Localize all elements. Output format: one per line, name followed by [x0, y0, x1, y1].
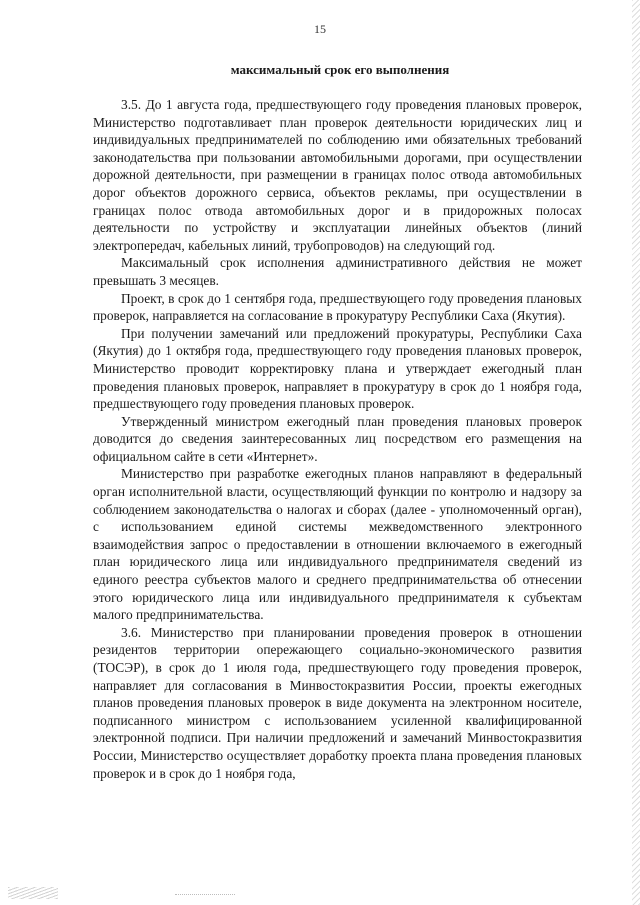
scan-artifact: [175, 894, 235, 895]
scan-edge-strip: [632, 0, 640, 905]
body-text: [93, 96, 582, 782]
paragraph: 3.5. До 1 августа года, предшествующего году проведения плановых проверок, Министерство подготавливает план проверок деятельности юридических лиц и индивидуальных предпринимателей по соблюдению ими обязательных требований законодательства при пользовании автомобильными дорогами, при осуществлении дорожной деятельности, при размещении в границах полос отвода автомобильных дорог объектов дорожного сервиса, объектов рекламы, при осуществлении в границах полос отвода автомобильных дорог и в придорожных полосах деятельности по устройству и эксплуатации линейных объектов (линий электропередач, кабельных линий, трубопроводов) на следующий год.: [93, 97, 582, 253]
paragraph: 3.6. Министерство при планировании проведения проверок в отношении резидентов территории опережающего социально-экономического развития (ТОСЭР), в срок до 1 июля года, предшествующего году проведения проверок, направляет для согласования в Минвостокразвития России, проекты ежегодных планов проведения плановых проверок в виде документа на электронном носителе, подписанного министром с использованием усиленной квалифицированной электронной подписи. При наличии предложений и замечаний Минвостокразвития России, Министерство осуществляет доработку проекта плана проведения плановых проверок и в срок до 1 ноября года,: [93, 624, 582, 781]
paragraph: Утвержденный министром ежегодный план проведения плановых проверок доводится до сведения заинтересованных лиц посредством его размещения на официальном сайте в сети «Интернет».: [93, 413, 582, 464]
paragraph: Проект, в срок до 1 сентября года, предшествующего году проведения плановых проверок, направляется на согласование в прокуратуру Республики Саха (Якутия).: [93, 290, 582, 324]
section-heading: максимальный срок его выполнения: [230, 62, 450, 77]
paragraph: Министерство при разработке ежегодных планов направляют в федеральный орган исполнительной власти, осуществляющий функции по контролю и надзору за соблюдением законодательства о налогах и сборах (далее - уполномоченный орган), с использованием единой системы межведомственного электронного взаимодействия запрос о предоставлении в отношении включаемого в ежегодный план юридического лица или индивидуального предпринимателя сведений из единого реестра субъектов малого и среднего предпринимательства об отнесении этого юридического лица или индивидуального предпринимателя к субъектам малого предпринимательства.: [93, 466, 582, 623]
scan-artifact: [8, 887, 58, 899]
page-number: 15: [314, 22, 326, 36]
paragraph: При получении замечаний или предложений прокуратуры, Республики Саха (Якутия) до 1 октября года, предшествующего году проведения плановых проверок, Министерство проводит корректировку плана и утверждает ежегодный план проведения плановых проверок, направляет в прокуратуру в срок до 1 ноября года, предшествующего году проведения плановых проверок.: [93, 325, 582, 412]
paragraph: Максимальный срок исполнения административного действия не может превышать 3 месяцев.: [93, 255, 582, 288]
